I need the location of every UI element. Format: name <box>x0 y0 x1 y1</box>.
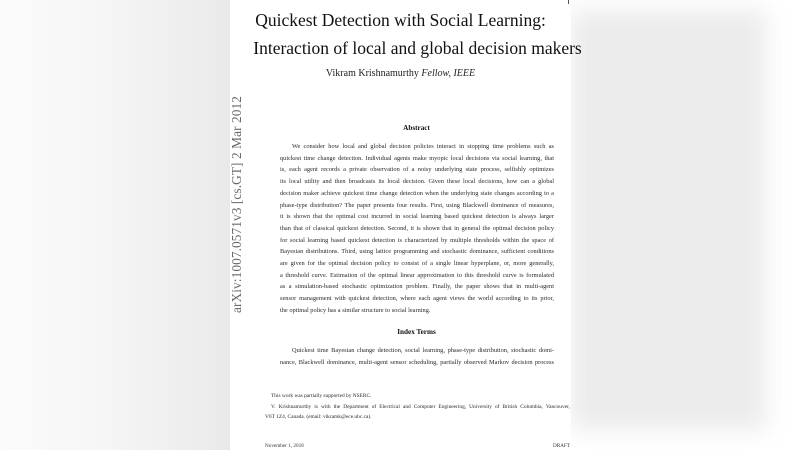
abstract-line: as a simulation-based stochastic optimization problem. Finally, the paper shows that in multi-agent <box>280 283 554 291</box>
footnote-affiliation: V. Krishnamurthy is with the Department of Electrical and Computer Engineering, University of British Columbia, Vancouver, <box>271 403 570 410</box>
background-right-shadow <box>571 10 766 430</box>
footer-draft-label: DRAFT <box>552 443 570 449</box>
abstract-line: its local utility and then broadcasts its local decision. Given these local decisions, how can a global <box>280 178 554 186</box>
paper-page <box>230 0 582 450</box>
abstract-line: Bayesian distributions. Third, using lattice programming and stochastic dominance, sufficient conditions <box>280 248 554 256</box>
background-left <box>0 0 230 450</box>
abstract-line: decision maker achieve quickest time change detection when the underlying state changes according to a <box>280 189 554 197</box>
paper-title-line-2: Interaction of local and global decision makers <box>253 38 582 58</box>
abstract-line: sensor management with quickest detection, where each agent views the world according to its prior, <box>280 295 554 303</box>
abstract-line: are given for the optimal decision policy to consist of a single linear hyperplane, or, more generally, <box>280 260 554 268</box>
index-terms-heading: Index Terms <box>397 328 436 336</box>
abstract-heading: Abstract <box>403 124 430 132</box>
index-terms-body <box>280 345 554 368</box>
author-name: Vikram Krishnamurthy <box>325 68 419 79</box>
footnote-address: V6T 1Z4, Canada. (email: vikramk@ece.ubc.ca). <box>265 414 372 420</box>
index-terms-line: Quickest time Bayesian change detection, social learning, phase-type distribution, stochastic domi- <box>292 347 554 354</box>
page-edge-mark <box>568 0 569 4</box>
author-line <box>230 68 571 79</box>
abstract-line: phase-type distribution? The paper presents four results. First, using Blackwell dominance of measures, <box>280 201 554 209</box>
author-affiliation: Fellow, IEEE <box>421 68 476 79</box>
abstract-line: it is shown that the optimal cost incurred in social learning based quickest detection is always larger <box>280 213 554 221</box>
abstract-line: than that of classical quickest detection. Second, it is shown that in general the optimal decision policy <box>280 224 554 232</box>
paper-title-line-1: Quickest Detection with Social Learning: <box>255 10 546 30</box>
abstract-line: is, each agent records a private observation of a noisy underlying state process, selfishly optimizes <box>280 166 554 174</box>
abstract-line: quickest time change detection. Individual agents make myopic local decisions via social learning, that <box>280 154 554 162</box>
index-terms-line: nance, Blackwell dominance, multi-agent sensor scheduling, partially observed Markov decision process <box>280 358 554 366</box>
abstract-line: We consider how local and global decision policies interact in stopping time problems such as <box>292 143 554 150</box>
abstract-line: for social learning based quickest detection is characterized by multiple thresholds within the space of <box>280 236 554 244</box>
abstract-line: the optimal policy has a similar structure to social learning. <box>280 306 431 314</box>
footnotes <box>265 391 570 423</box>
abstract-line: a threshold curve. Estimation of the optimal linear approximation to this threshold curve is formulated <box>280 271 554 279</box>
arxiv-stamp: arXiv:1007.0571v3 [cs.GT] 2 Mar 2012 <box>229 95 244 313</box>
footer-date: November 1, 2018 <box>265 443 304 449</box>
abstract-body <box>280 141 554 317</box>
footnote-funding: This work was partially supported by NSERC. <box>271 393 372 399</box>
